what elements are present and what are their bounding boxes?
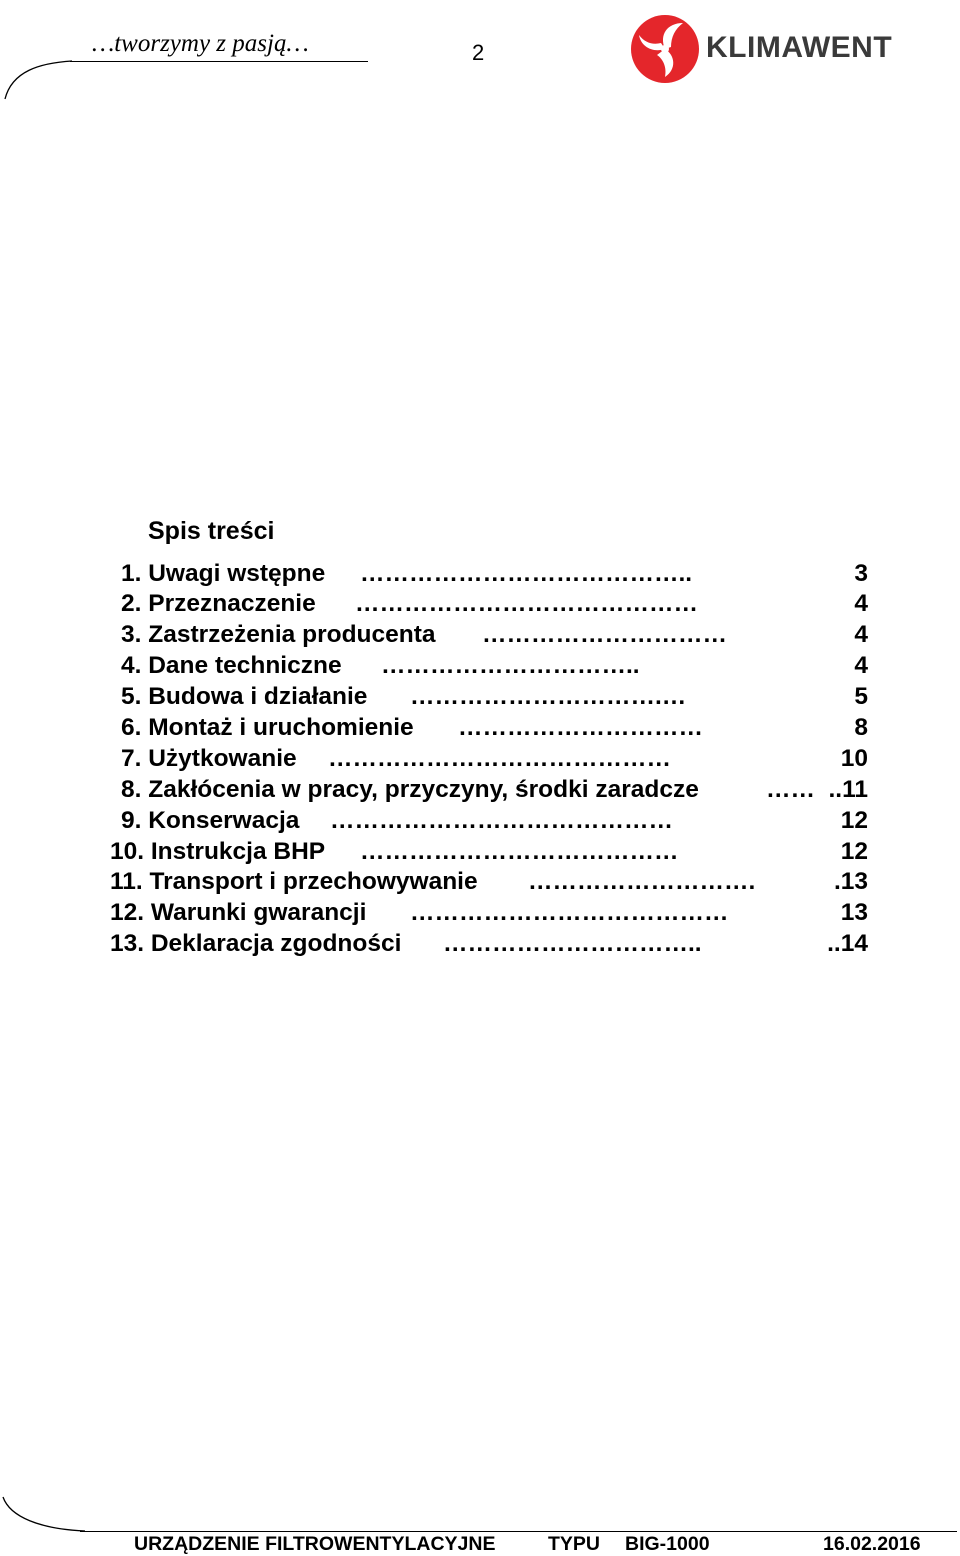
- company-logo: [629, 12, 901, 86]
- toc-entry: [0, 806, 960, 836]
- footer-model: BIG-1000: [625, 1533, 710, 1555]
- toc-entry-page: 5: [854, 683, 868, 710]
- toc-entry-leader: ……………………….: [528, 868, 756, 895]
- toc-entry: [0, 867, 960, 897]
- toc-entry-leader: …………………………………..: [360, 560, 693, 587]
- header-curve-decoration: [0, 55, 80, 105]
- toc-entry: [0, 713, 960, 743]
- toc-entry-label: 6. Montaż i uruchomienie: [121, 714, 414, 741]
- logo-text: KLIMAWENT: [706, 31, 893, 64]
- toc-entry-page: 13: [840, 899, 868, 926]
- toc-entry: [0, 775, 960, 805]
- toc-entry-leader: …………………………..: [381, 652, 640, 679]
- toc-entry-label: 1. Uwagi wstępne: [121, 560, 326, 587]
- toc-entry-page: 8: [854, 714, 868, 741]
- toc-entry-page: 4: [854, 590, 868, 617]
- toc-entry-leader: ……………………………………: [355, 590, 698, 617]
- toc-entry-page: 4: [854, 652, 868, 679]
- toc-entry-page: 3: [854, 560, 868, 587]
- toc-entry-label: 9. Konserwacja: [121, 807, 300, 834]
- toc-entry-label: 11. Transport i przechowywanie: [110, 868, 478, 895]
- toc-entry: [0, 682, 960, 712]
- swirl-fan-icon: [629, 13, 701, 85]
- header-tagline: …tworzymy z pasją…: [92, 30, 309, 57]
- footer-rule: [80, 1531, 957, 1532]
- toc-entry: [0, 898, 960, 928]
- toc-entry-label: 2. Przeznaczenie: [121, 590, 316, 617]
- toc-entry: [0, 589, 960, 619]
- toc-entry-leader: …………………………………: [360, 838, 679, 865]
- footer-device-name: URZĄDZENIE FILTROWENTYLACYJNE: [134, 1533, 496, 1555]
- toc-entry: [0, 651, 960, 681]
- toc-entry-leader: …………………………: [458, 714, 703, 741]
- toc-entry-label: 5. Budowa i działanie: [121, 683, 368, 710]
- toc-entry-page: 12: [840, 838, 868, 865]
- toc-entry: [0, 929, 960, 959]
- toc-entry-page: ..14: [827, 930, 868, 957]
- toc-entry-label: 3. Zastrzeżenia producenta: [121, 621, 436, 648]
- toc-entry-page: .13: [833, 868, 868, 895]
- toc-entry-leader: …………………………..: [443, 930, 702, 957]
- footer-date: 16.02.2016: [823, 1533, 921, 1555]
- footer-type-label: TYPU: [548, 1533, 601, 1555]
- toc-entry-leader: …………………………………: [410, 899, 729, 926]
- toc-entry-label: 8. Zakłócenia w pracy, przyczyny, środki zaradcze: [121, 776, 699, 803]
- toc-title: Spis treści: [148, 517, 275, 545]
- page-number: 2: [472, 40, 485, 65]
- toc-entry-page: 10: [840, 745, 868, 772]
- toc-entry-label: 10. Instrukcja BHP: [110, 838, 326, 865]
- toc-entry-leader: ……: [766, 776, 815, 803]
- toc-entry-page: 12: [840, 807, 868, 834]
- toc-entry-label: 7. Użytkowanie: [121, 745, 297, 772]
- toc-entry-page: 4: [854, 621, 868, 648]
- header-rule: [70, 61, 368, 62]
- toc-entry-leader: …………………………: [482, 621, 727, 648]
- toc-entry-label: 13. Deklaracja zgodności: [110, 930, 402, 957]
- toc-entry: [0, 837, 960, 867]
- toc-entry: [0, 559, 960, 589]
- toc-entry-label: 4. Dane techniczne: [121, 652, 342, 679]
- footer-curve-decoration: [0, 1495, 90, 1535]
- toc-entry-label: 12. Warunki gwarancji: [110, 899, 367, 926]
- toc-entry-leader: ………………………….…: [410, 683, 687, 710]
- toc-entry: [0, 620, 960, 650]
- toc-entry: [0, 744, 960, 774]
- toc-entry-leader: ……………………………………: [328, 745, 671, 772]
- toc-entry-page: ..11: [828, 776, 868, 803]
- toc-entry-leader: ……………………………………: [330, 807, 673, 834]
